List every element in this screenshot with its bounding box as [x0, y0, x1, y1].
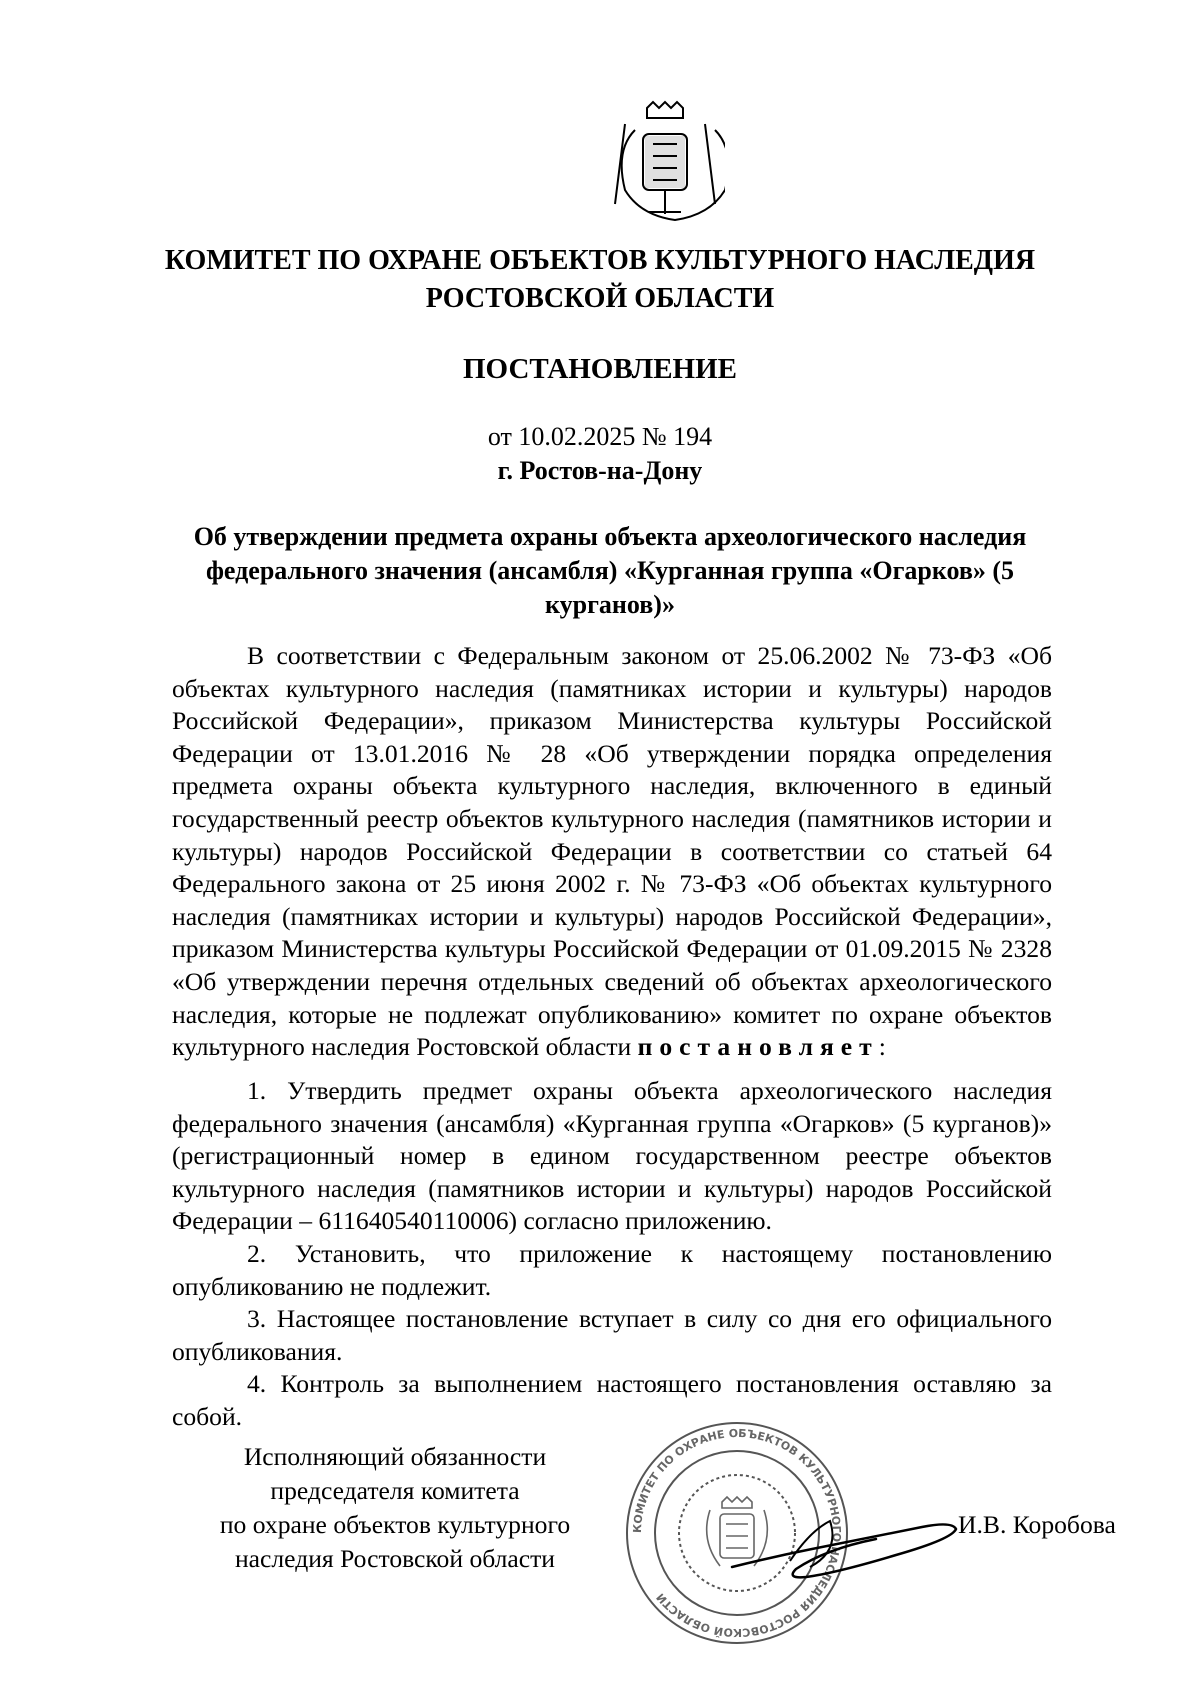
- date-number: от 10.02.2025 № 194: [487, 422, 713, 451]
- resolution-item: 1. Утвердить предмет охраны объекта археологического наследия федерального значения (ансамбля) «Курганная группа «Огарков» (5 курганов)» (регистрационный номер в едином государственном реестре объектов культурного наследия (памятников истории и культуры) народов Российской Федерации – 611640540110006) согласно приложению.: [172, 1076, 1052, 1236]
- resolution-item: 3. Настоящее постановление вступает в силу со дня его официального опубликования.: [172, 1304, 1052, 1366]
- preamble-end: :: [878, 1032, 886, 1062]
- preamble-text: В соответствии с Федеральным законом от 25.06.2002 № 73-ФЗ «Об объектах культурного наследия (памятниках истории и культуры) народов Российской Федерации», приказом Министерства культуры Российской Федерации от 13.01.2016 № 28 «Об утверждении порядка определения предмета охраны объекта культурного наследия, включенного в единый государственный реестр объектов культурного наследия (памятников истории и культуры) народов Российской Федерации в соответствии со статьей 64 Федерального закона от 25 июня 2002 г. № 73-ФЗ «Об объектах культурного наследия (памятниках истории и культуры) народов Российской Федерации», приказом Министерства культуры Российской Федерации от 01.09.2015 № 2328 «Об утверждении перечня отдельных сведений об объектах археологического наследия, которые не подлежат опубликованию» комитет по охране объектов культурного наследия Ростовской области: [172, 641, 1052, 1062]
- coat-of-arms-icon: [605, 100, 725, 224]
- signer-title-line: по охране объектов культурного: [219, 1510, 571, 1539]
- city: г. Ростов-на-Дону: [497, 456, 703, 485]
- resolution-items: [172, 1075, 1052, 1434]
- signer-name: И.В. Коробова: [958, 1510, 1116, 1539]
- resolution-item: 2. Установить, что приложение к настоящему постановлению опубликованию не подлежит.: [172, 1238, 1052, 1301]
- resolution-item: 4. Контроль за выполнением настоящего постановления оставляю за собой.: [172, 1369, 1052, 1431]
- preamble: [172, 640, 1052, 1064]
- document-type: ПОСТАНОВЛЕНИЕ: [462, 353, 737, 385]
- signer-title-line: Исполняющий обязанности: [243, 1442, 547, 1471]
- handwritten-signature-icon: [730, 1515, 960, 1585]
- organization-title: КОМИТЕТ ПО ОХРАНЕ ОБЪЕКТОВ КУЛЬТУРНОГО НАСЛЕДИЯ РОСТОВСКОЙ ОБЛАСТИ: [164, 245, 1036, 314]
- resolves-word: постановляет: [637, 1032, 879, 1062]
- document-subject: Об утверждении предмета охраны объекта археологического наследия федерального значения (ансамбля) «Курганная группа «Огарков» (5 курганов)»: [193, 522, 1027, 619]
- seal-text: КОМИТЕТ ПО ОХРАНЕ ОБЪЕКТОВ КУЛЬТУРНОГО НАСЛЕДИЯ РОСТОВСКОЙ ОБЛАСТИ: [630, 1426, 844, 1640]
- signer-title-line: наследия Ростовской области: [234, 1544, 555, 1573]
- signer-title-line: председателя комитета: [270, 1476, 520, 1505]
- signer-title: [180, 1440, 610, 1576]
